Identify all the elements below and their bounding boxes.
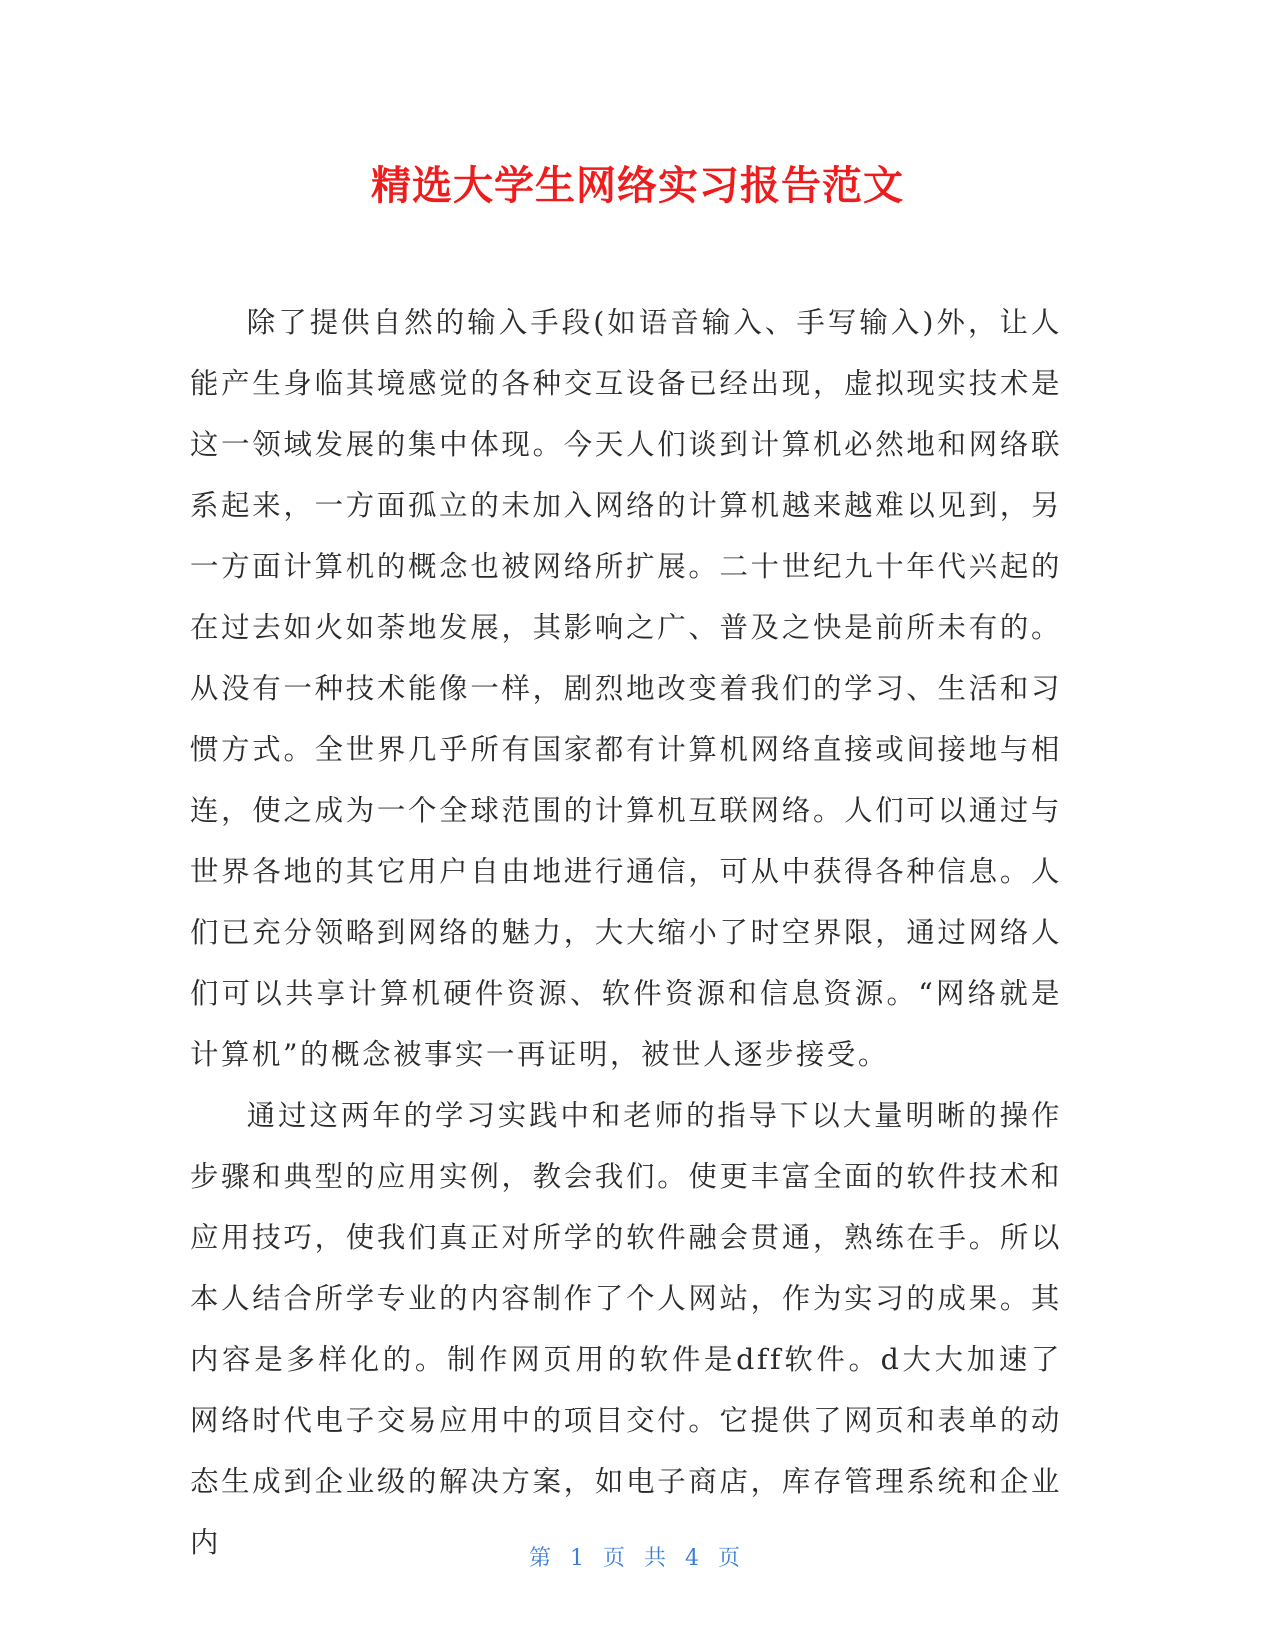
body-paragraph: 通过这两年的学习实践中和老师的指导下以大量明晰的操作步骤和典型的应用实例，教会我们。使更丰富全面的软件技术和应用技巧，使我们真正对所学的软件融会贯通，熟练在手。所以本人结合所学专业的内容制作了个人网站，作为实习的成果。其内容是多样化的。制作网页用的软件是dff软件。d大大加速了网络时代电子交易应用中的项目交付。它提供了网页和表单的动态生成到企业级的解决方案，如电子商店，库存管理系统和企业内 [190,1099,1062,1559]
document-title: 精选大学生网络实习报告范文 [371,163,904,209]
document-body [190,292,1062,1573]
page-number-footer: 第 1 页 共 4 页 [529,1546,746,1571]
body-paragraph: 除了提供自然的输入手段(如语音输入、手写输入)外，让人能产生身临其境感觉的各种交互设备已经出现，虚拟现实技术是这一领域发展的集中体现。今天人们谈到计算机必然地和网络联系起来，一方面孤立的未加入网络的计算机越来越难以见到，另一方面计算机的概念也被网络所扩展。二十世纪九十年代兴起的在过去如火如荼地发展，其影响之广、普及之快是前所未有的。从没有一种技术能像一样，剧烈地改变着我们的学习、生活和习惯方式。全世界几乎所有国家都有计算机网络直接或间接地与相连，使之成为一个全球范围的计算机互联网络。人们可以通过与世界各地的其它用户自由地进行通信，可从中获得各种信息。人们已充分领略到网络的魅力，大大缩小了时空界限，通过网络人们可以共享计算机硬件资源、软件资源和信息资源。“网络就是计算机”的概念被事实一再证明，被世人逐步接受。 [190,306,1062,1071]
